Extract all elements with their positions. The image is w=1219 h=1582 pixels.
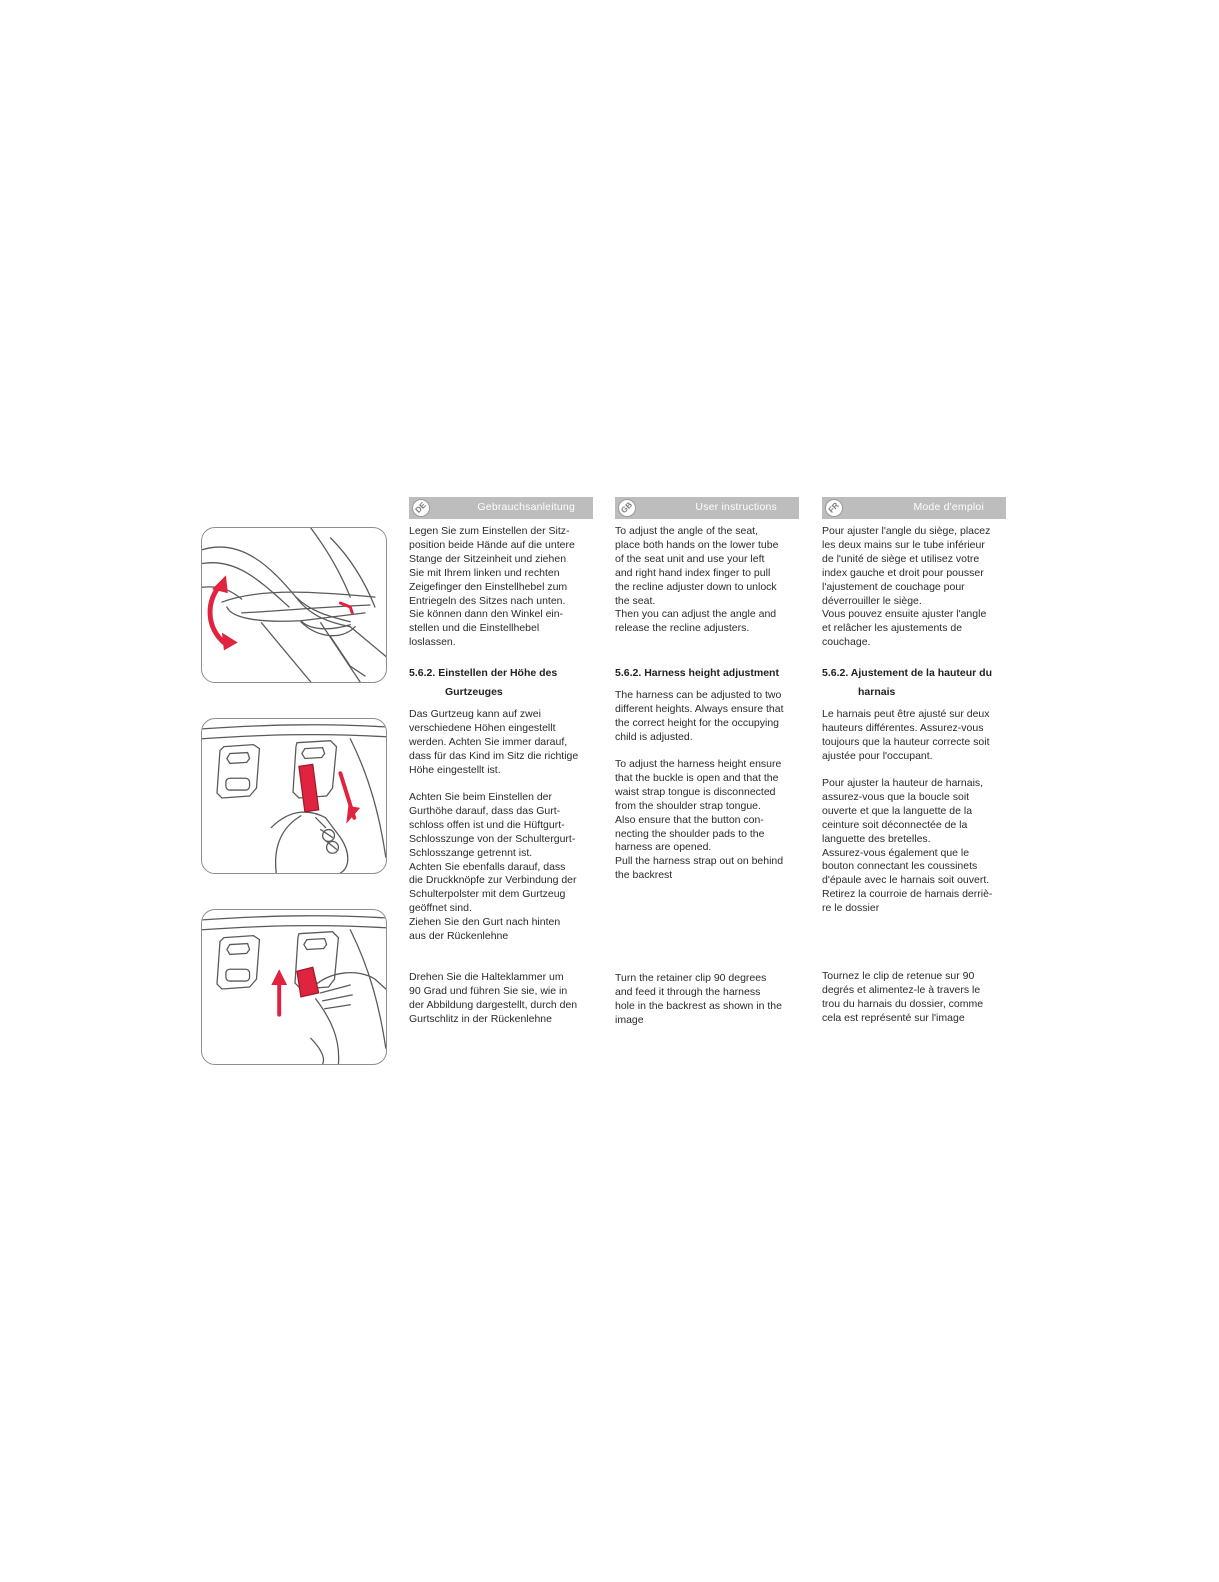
lang-title-de: Gebrauchsanleitung [477,501,575,513]
harness-feed-figure [201,909,387,1065]
heading-line1-fr: 5.6.2. Ajustement de la hauteur du [822,667,992,679]
intro-text-fr: Pour ajuster l'angle du siège, placez les deux mains sur le tube inférieur de l'unité de siège et utilisez votre index gauche et droit pour pousser l'ajustement de couchage pour déverrouiller le siège. Vous pouvez ensuite ajuster l'angle et relâcher les ajustements de couchage. [822,525,991,649]
body-text-2-de: Achten Sie beim Einstellen der Gurthöhe darauf, dass das Gurt- schloss offen ist und die Hüftgurt- Schlosszunge von der Schultergurt- Schlosszange getrennt ist. Achten Sie ebenfalls darauf, dass die Druckknöpfe zur Verbindung der Schulterpolster mit dem Gurtzeug geöffnet sind. Ziehen Sie den Gurt nach hinten aus der Rückenlehne [409,791,577,943]
heading-line1-de: 5.6.2. Einstellen der Höhe des [409,667,558,679]
body-text-3-de: Drehen Sie die Halteklammer um 90 Grad und führen Sie sie, wie in der Abbildung dargestellt, durch den Gurtschlitz in der Rückenlehne [409,971,578,1025]
column-gb [615,497,807,1037]
harness-pull-down-illustration-icon [202,719,386,873]
heading-line1-gb: 5.6.2. Harness height adjustment [615,667,779,679]
section-heading-gb [615,664,815,683]
lang-header-fr [822,497,1006,519]
heading-line2-de: Gurtzeuges [445,686,503,698]
lang-header-de [409,497,593,519]
body-text-1-de: Das Gurtzeug kann auf zwei verschiedene Höhen eingestellt werden. Achten Sie immer darauf, dass für das Kind im Sitz die richtige Höhe eingestellt ist. [409,708,579,776]
harness-feed-up-illustration-icon [202,910,386,1064]
harness-height-figure [201,718,387,874]
lang-badge-gb: GB [614,495,639,520]
heading-line2-fr: harnais [858,686,896,698]
seat-recline-illustration-icon [202,528,386,682]
body-text-3-gb: Turn the retainer clip 90 degrees and feed it through the harness hole in the backrest as shown in the image [615,972,782,1026]
lang-title-fr: Mode d'emploi [913,501,984,513]
lang-title-gb: User instructions [695,501,777,513]
section-heading-de [409,664,609,702]
body-text-1-gb: The harness can be adjusted to two different heights. Always ensure that the correct height for the occupying child is adjusted. [615,689,784,743]
section-heading-fr [822,664,1022,702]
body-text-2-gb: To adjust the harness height ensure that the buckle is open and that the waist strap tongue is disconnected from the shoulder strap tongue. Also ensure that the button con- necting the shoulder pads to the harness are opened. Pull the harness strap out on behind the backrest [615,758,784,882]
column-fr [822,497,1014,1037]
lang-header-gb [615,497,799,519]
intro-text-de: Legen Sie zum Einstellen der Sitz- position beide Hände auf die untere Stange der Sitzeinheit und ziehen Sie mit Ihrem linken und rechten Zeigefinger den Einstellhebel zum Entriegeln des Sitzes nach unten. Sie können dann den Winkel ein- stellen und die Einstellhebel loslassen. [409,525,575,649]
seat-recline-figure [201,527,387,683]
lang-badge-de: DE [408,495,433,520]
body-text-2-fr: Pour ajuster la hauteur de harnais, assurez-vous que la boucle soit ouverte et que la languette de la ceinture soit déconnectée de la languette des bretelles. Assurez-vous également que le bouton connectant les coussinets d'épaule avec le harnais soit ouvert. Retirez la courroie de harnais derriè- re le dossier [822,777,993,915]
body-text-3-fr: Tournez le clip de retenue sur 90 degrés et alimentez-le à travers le trou du harnais du dossier, comme cela est représenté sur l'image [822,970,984,1024]
lang-badge-fr: FR [821,495,846,520]
body-text-1-fr: Le harnais peut être ajusté sur deux hauteurs différentes. Assurez-vous toujours que la hauteur correcte soit ajustée pour l'occupant. [822,708,990,762]
intro-text-gb: To adjust the angle of the seat, place both hands on the lower tube of the seat unit and use your left and right hand index finger to pull the recline adjuster down to unlock the seat. Then you can adjust the angle and release the recline adjusters. [615,525,779,635]
column-de [409,497,601,1037]
